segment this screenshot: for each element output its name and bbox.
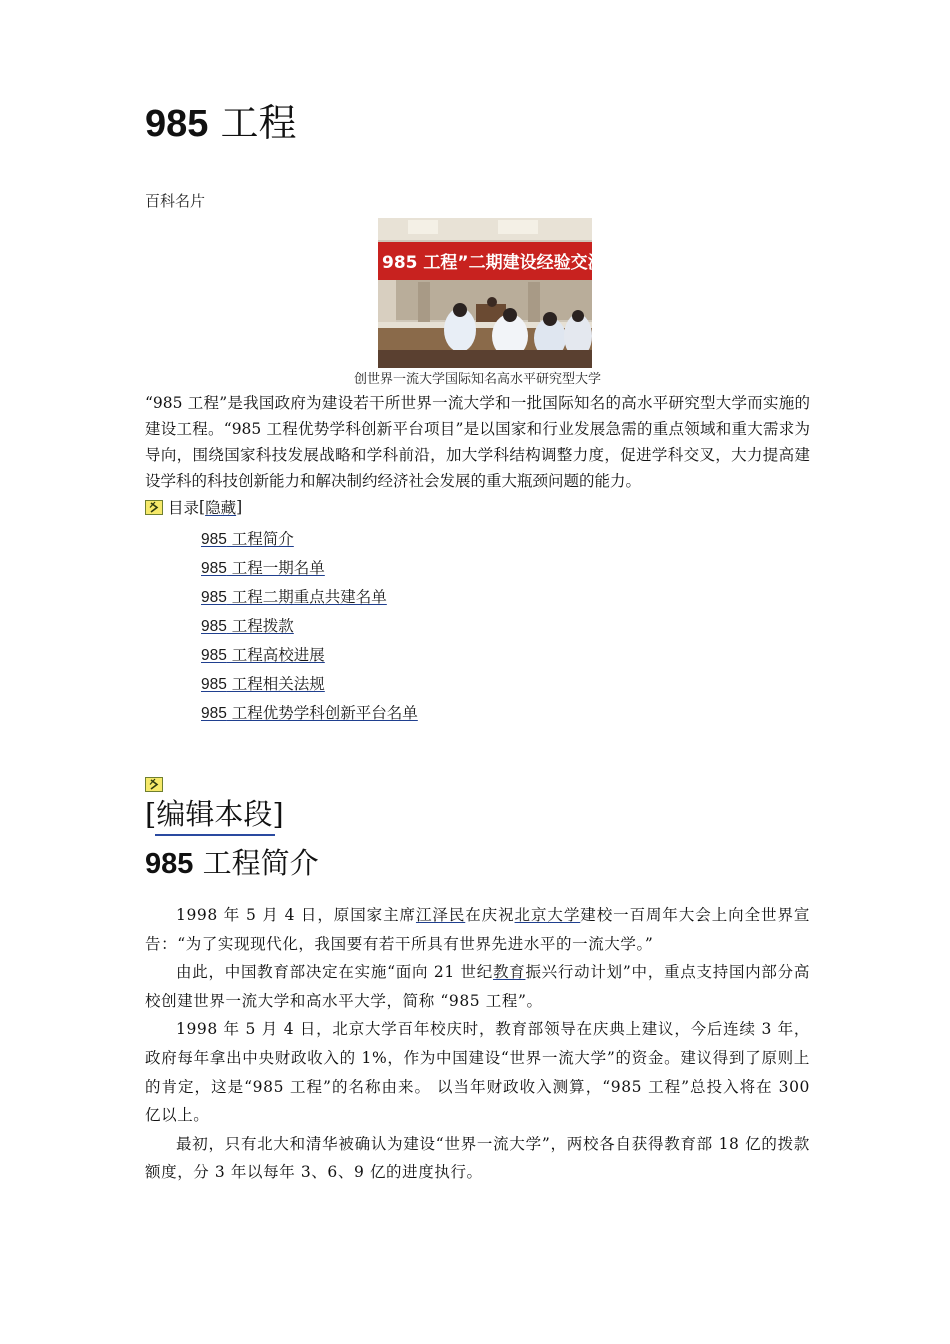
body-paragraph (145, 901, 810, 958)
toc-bracket-open: [ (199, 498, 206, 516)
toc-link-text: 工程拨款 (226, 617, 294, 635)
edit-bracket-close: ] (272, 797, 284, 831)
text-run: 振兴行动计划”中，重点支持国内部分高校创建世界一流大学和高水平大学，简称 “985 工程”。 (145, 963, 810, 1010)
conference-photo[interactable] (378, 218, 622, 368)
text-run: 在庆祝 (465, 906, 515, 924)
card-label: 百科名片 (145, 192, 206, 210)
toc-link-number: 985 (201, 589, 227, 606)
text-run: 建校一百周年大会上向全世界宣告：“为了实现现代化，我国要有若干所具有世界先进水平的一流大学。” (145, 906, 810, 953)
toc-item (201, 670, 418, 699)
link-education[interactable]: 教育 (492, 963, 526, 982)
body-paragraph: 最初，只有北大和清华被确认为建设“世界一流大学”，两校各自获得教育部 18 亿的拨款额度，分 3 年以每年 3、6、9 亿的进度执行。 (145, 1134, 810, 1182)
toc-header (145, 496, 242, 518)
toc-link-funding[interactable] (201, 617, 294, 635)
toc-item (201, 641, 418, 670)
section-title (145, 843, 319, 884)
edit-bracket-open: [ (145, 797, 157, 831)
toc-label: 目录 (168, 499, 200, 517)
toc-link-number: 985 (201, 618, 227, 635)
toc-bracket-close: ] (236, 498, 243, 516)
toc-link-number: 985 (201, 560, 227, 577)
toc-link-regulations[interactable] (201, 675, 325, 693)
toc-link-text: 工程一期名单 (226, 559, 325, 577)
toc-link-text: 工程相关法规 (226, 675, 325, 693)
toc-link-text: 工程二期重点共建名单 (226, 588, 387, 606)
page-title (145, 98, 297, 149)
toc-link-number: 985 (201, 647, 227, 664)
edit-link-underline (155, 834, 275, 836)
section-title-number: 985 (145, 848, 194, 880)
text-run: 1998 年 5 月 4 日，原国家主席 (176, 906, 416, 924)
link-peking-university[interactable]: 北京大学 (514, 906, 581, 924)
body-paragraph (145, 958, 810, 1015)
body-paragraph: 1998 年 5 月 4 日，北京大学百年校庆时，教育部领导在庆典上建议，今后连续 3 年，政府每年拿出中央财政收入的 1%，作为中国建设“世界一流大学”的资金。建议得到了原则上的肯定，这是“985 工程”的名称由来。 以当年财政收入测算，“985 工程”总投入将在 300 亿以上。 (145, 1020, 810, 1125)
toc-list (201, 525, 418, 728)
text-run: 由此，中国教育部决定在实施“面向 21 世纪 (176, 963, 493, 982)
toc-link-number: 985 (201, 705, 227, 722)
toc-link-text: 工程简介 (226, 530, 294, 548)
section-edit-icon[interactable] (145, 777, 163, 792)
conference-photo-graphic (378, 218, 622, 368)
link-jiang-zemin[interactable]: 江泽民 (415, 906, 466, 924)
toc-item (201, 612, 418, 641)
edit-section-link[interactable] (145, 795, 284, 833)
toc-item (201, 554, 418, 583)
toc-item (201, 583, 418, 612)
section-title-text: 工程简介 (193, 846, 319, 880)
toc-link-text: 工程优势学科创新平台名单 (226, 704, 418, 722)
section-edit-icon-wrap (145, 777, 168, 796)
toc-link-phase-two[interactable] (201, 588, 387, 606)
toc-link-text: 工程高校进展 (226, 646, 325, 664)
intro-paragraph: “985 工程”是我国政府为建设若干所世界一流大学和一批国际知名的高水平研究型大学而实施的建设工程。“985 工程优势学科创新平台项目”是以国家和行业发展急需的重点领域和重大需求为导向，围绕国家科技发展战略和学科前沿，加大学科结构调整力度，促进学科交叉，大力提高建设学科的科技创新能力和解决制约经济社会发展的重大瓶颈问题的能力。 (145, 394, 810, 490)
toc-item (201, 525, 418, 554)
toc-link-number: 985 (201, 676, 227, 693)
toc-link-phase-one[interactable] (201, 559, 325, 577)
toc-link-progress[interactable] (201, 646, 325, 664)
toc-item (201, 699, 418, 728)
page-title-text: 工程 (208, 101, 297, 145)
figure-caption: 创世界一流大学国际知名高水平研究型大学 (353, 372, 601, 387)
toc-toggle-icon[interactable] (145, 500, 163, 515)
page-title-number: 985 (145, 103, 209, 145)
toc-link-intro[interactable] (201, 530, 294, 548)
banner-text: 985 工程”二期建设经验交流会 (382, 253, 622, 273)
section-body (145, 901, 810, 1187)
edit-section-label: 编辑本段 (156, 797, 273, 831)
toc-link-number: 985 (201, 531, 227, 548)
toc-hide-link[interactable]: 隐藏 (205, 499, 237, 517)
toc-link-platforms[interactable] (201, 704, 418, 722)
